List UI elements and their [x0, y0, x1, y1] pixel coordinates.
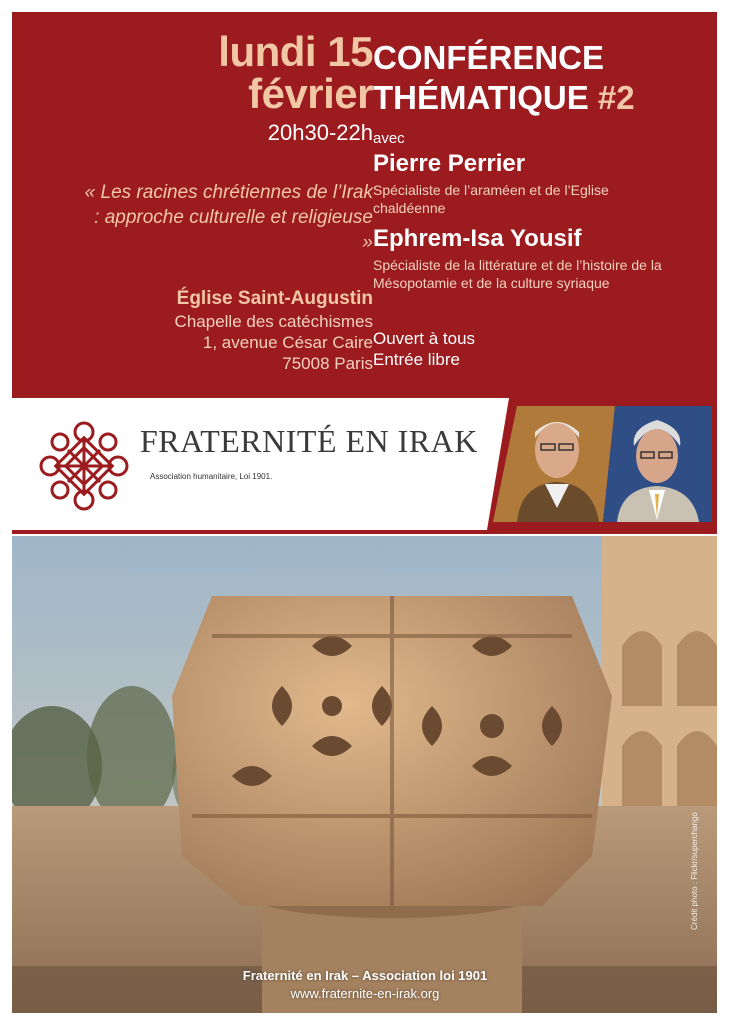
location-church: Église Saint-Augustin: [176, 288, 373, 309]
event-month: février: [248, 70, 373, 117]
event-time: 20h30-22h: [267, 120, 373, 145]
conference-title-word: THÉMATIQUE: [373, 79, 589, 116]
conference-title-line1: CONFÉRENCE: [373, 39, 605, 76]
speaker-2-description: Spécialiste de la littérature et de l’histoire de la Mésopotamie et de la culture syriaque: [373, 257, 662, 291]
speakers-photo: [487, 398, 717, 530]
location-chapel: Chapelle des catéchismes: [174, 312, 373, 331]
celtic-knot-logo-icon: [38, 420, 130, 512]
photo-credit: Crédit photo : Flickr/superchango: [690, 812, 699, 930]
footer-website[interactable]: www.fraternite-en-irak.org: [290, 986, 440, 1001]
speaker-2-name: Ephrem-Isa Yousif: [373, 225, 582, 252]
location-city: 75008 Paris: [282, 354, 373, 373]
footer-association: Fraternité en Irak – Association loi 1901: [242, 968, 488, 983]
organization-subtitle: Association humanitaire, Loi 1901.: [150, 472, 273, 481]
speaker-1-name: Pierre Perrier: [373, 150, 526, 177]
access-free: Entrée libre: [373, 350, 460, 369]
carved-stone-photo: [12, 536, 717, 1013]
avec-label: avec: [373, 130, 405, 147]
event-day: lundi 15: [218, 28, 373, 75]
conference-title-line2: [373, 80, 635, 116]
organization-name: FRATERNITÉ EN IRAK: [140, 423, 478, 459]
conference-topic: « Les racines chrétiennes de l’Irak : approche culturelle et religieuse »: [84, 182, 373, 253]
access-open: Ouvert à tous: [373, 329, 476, 348]
location-address: 1, avenue César Caire: [202, 333, 373, 352]
conference-number: #2: [597, 79, 635, 116]
band-divider: [12, 530, 717, 534]
speaker-1-description: Spécialiste de l’araméen et de l’Eglise chaldéenne: [373, 182, 609, 216]
